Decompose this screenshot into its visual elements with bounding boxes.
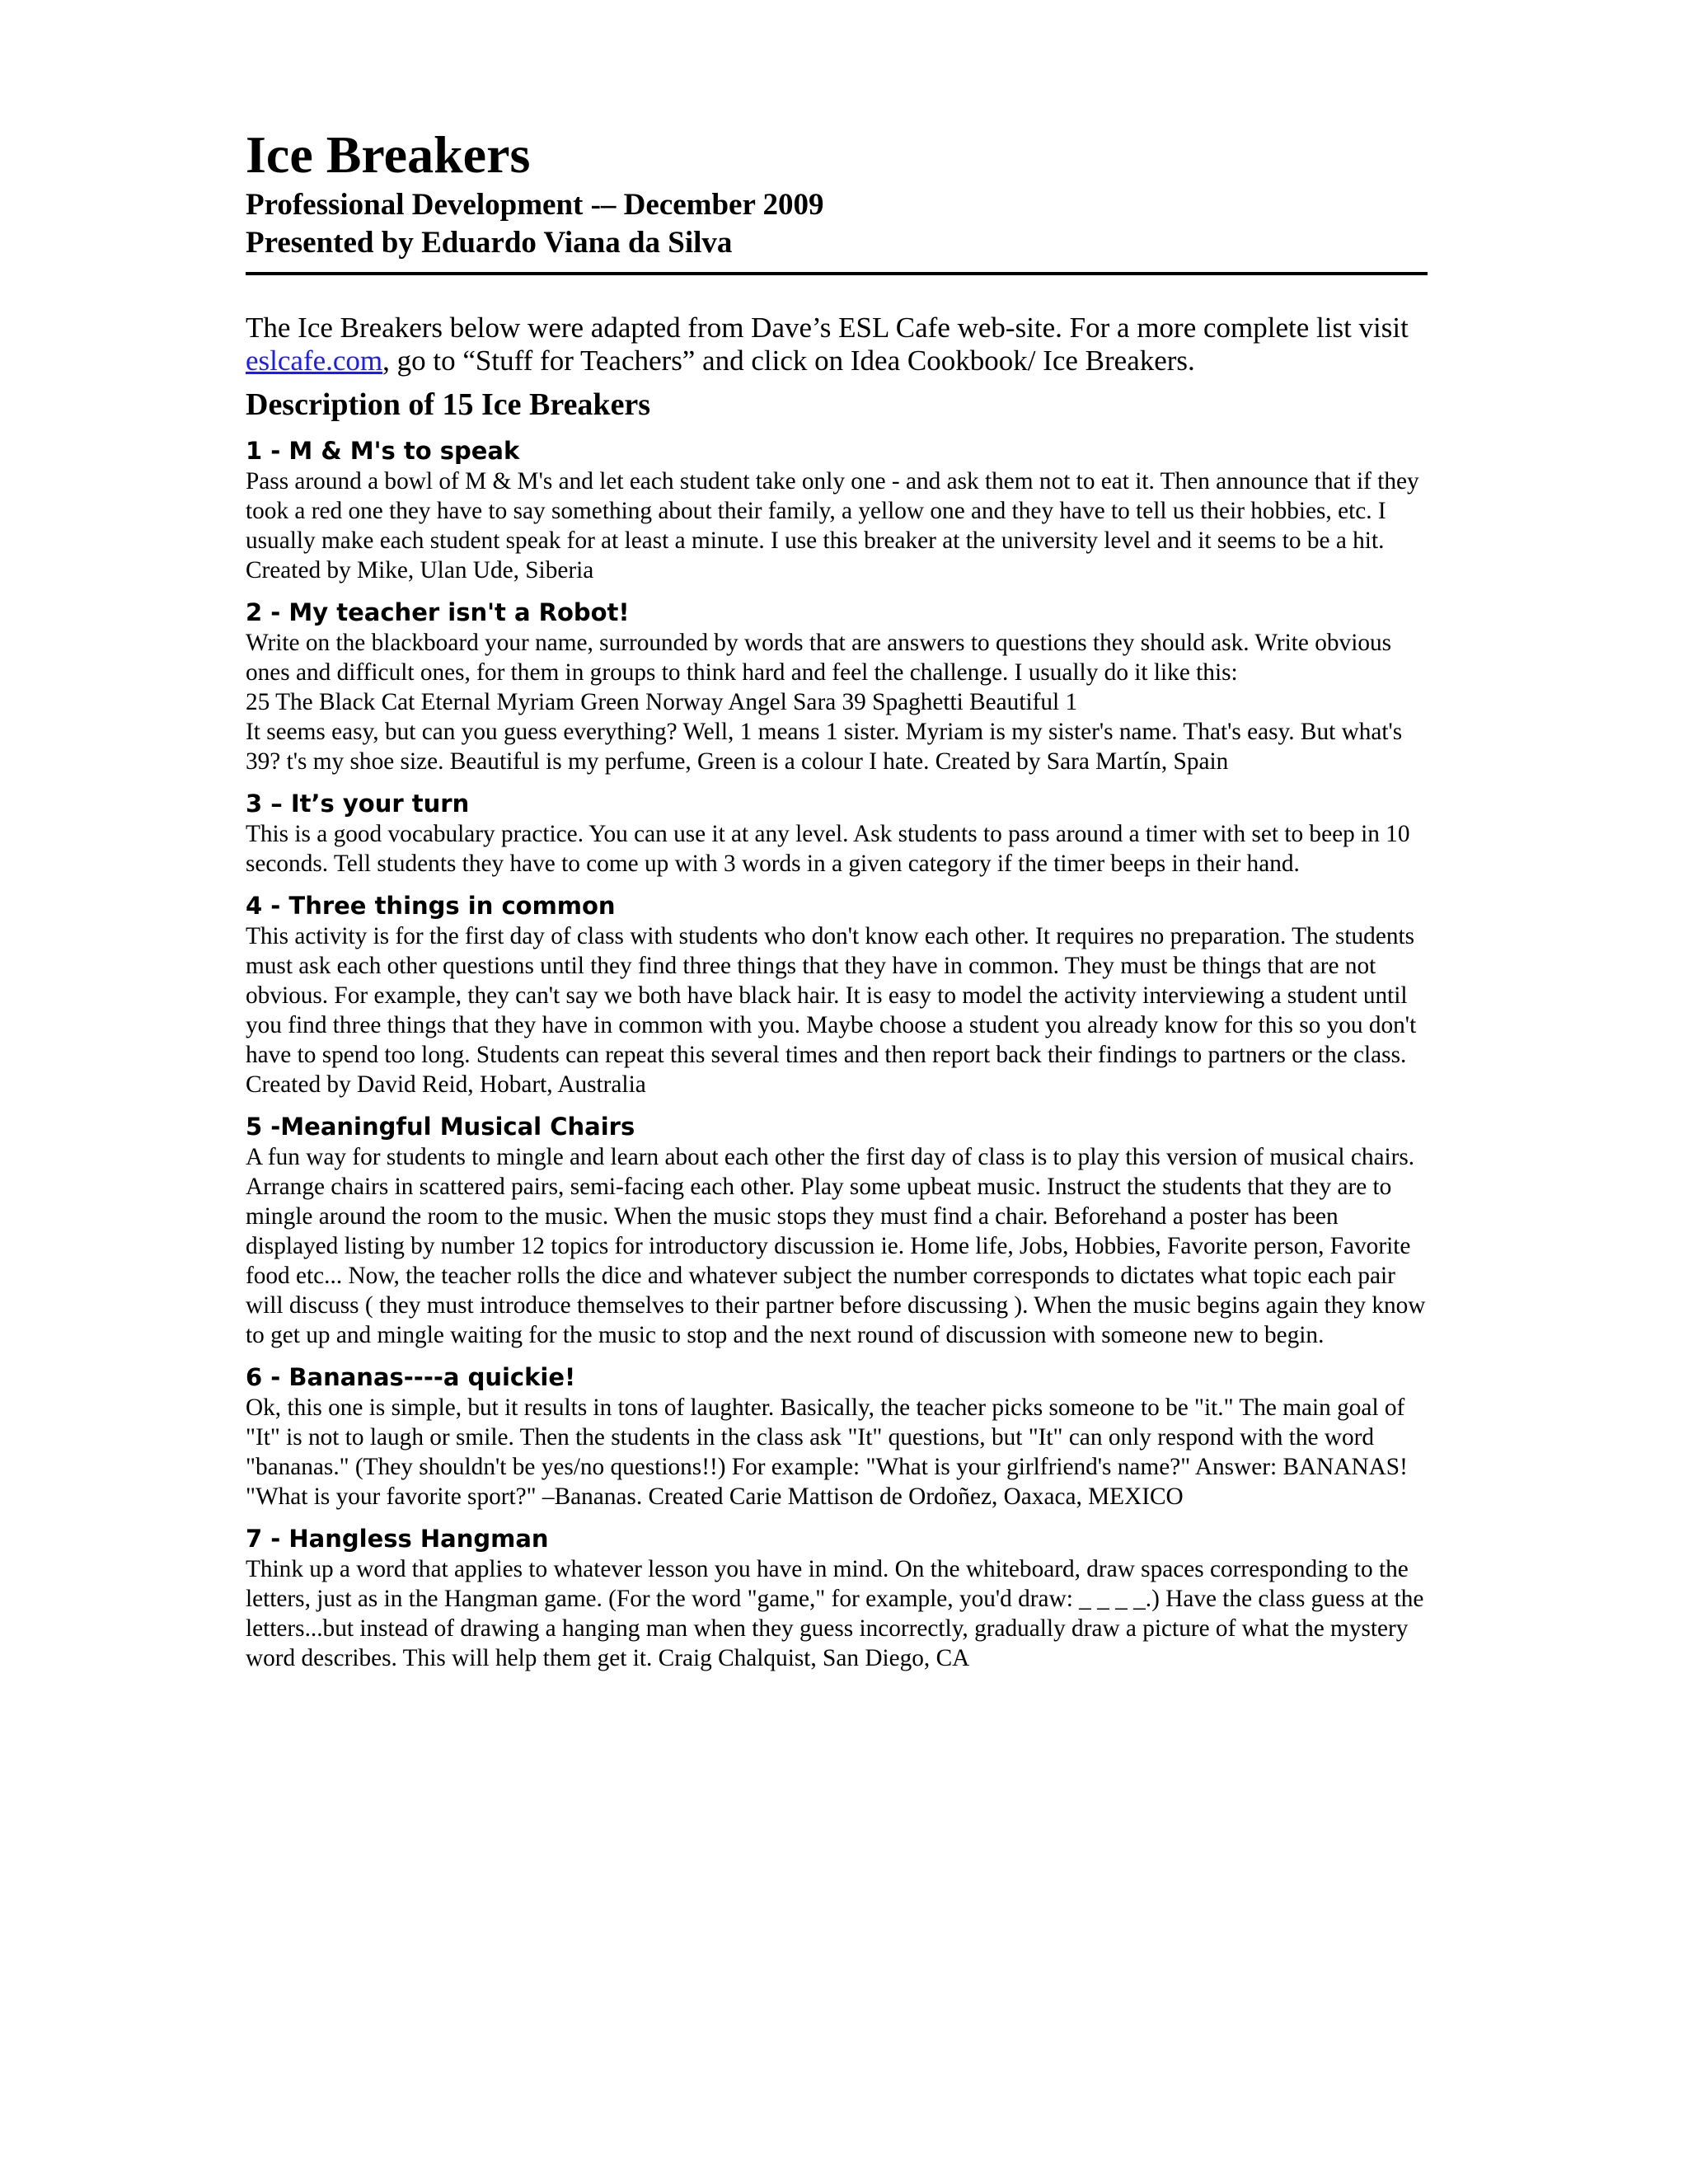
ice-breaker-heading: 6 - Bananas----a quickie! [246,1363,576,1391]
ice-breaker-list [246,435,1426,1673]
document-title: Ice Breakers [246,125,531,184]
ice-breaker-heading: 2 - My teacher isn't a Robot! [246,598,630,626]
ice-breaker-item [246,1361,1426,1511]
document-page [246,124,1426,1673]
ice-breaker-heading: 7 - Hangless Hangman [246,1525,549,1553]
description-paragraph: Write on the blackboard your name, surrounded by words that are answers to questions they should ask. Write obvious ones and difficult ones, for them in groups to think hard and feel the challenge. I usually do it like this: [246,630,1392,686]
ice-breaker-item [246,1523,1426,1673]
description-paragraph: Ok, this one is simple, but it results in tons of laughter. Basically, the teacher picks someone to be "it." The main goal of "It" is not to laugh or smile. Then the students in the class ask "It" questions, but "It" can only respond with the word "bananas." (They shouldn't be yes/no questions!!) For example: "What is your girlfriend's name?" Answer: BANANAS! [246,1394,1408,1480]
ice-breaker-description [246,1393,1426,1511]
description-paragraph: "What is your favorite sport?" –Bananas. Created Carie Mattison de Ordoñez, Oaxaca, MEXICO [246,1483,1184,1510]
ice-breaker-description [246,1554,1426,1673]
intro-paragraph [246,312,1426,377]
ice-breaker-description [246,921,1426,1099]
ice-breaker-heading: 1 - M & M's to speak [246,437,520,465]
description-paragraph: This activity is for the first day of class with students who don't know each other. It requires no preparation. The students must ask each other questions until they find three things that they have in common. They must be things that are not obvious. For example, they can't say we both have black hair. It is easy to model the activity interviewing a student until you find three things that they have in common with you. Maybe choose a student you already know for this so you don't have to spend too long. Students can repeat this several times and then report back their findings to partners or the class. Created by David Reid, Hobart, Australia [246,923,1417,1098]
ice-breaker-item [246,890,1426,1099]
intro-text-start: The Ice Breakers below were adapted from Dave’s ESL Cafe web-site. For a more complete list visit [246,312,1409,344]
ice-breaker-heading: 4 - Three things in common [246,892,616,920]
ice-breaker-item [246,435,1426,585]
description-paragraph: It seems easy, but can you guess everything? Well, 1 means 1 sister. Myriam is my sister's name. That's easy. But what's 39? t's my shoe size. Beautiful is my perfume, Green is a colour I hate. Created by Sara Martín, Spain [246,719,1403,775]
section-title: Description of 15 Ice Breakers [246,387,651,422]
ice-breaker-item [246,788,1426,879]
description-paragraph: A fun way for students to mingle and learn about each other the first day of class is to play this version of musical chairs. Arrange chairs in scattered pairs, semi-facing each other. Play some upbeat music. Instruct the students that they are to mingle around the room to the music. When the music stops they must find a chair. Beforehand a poster has been displayed listing by number 12 topics for introductory discussion ie. Home life, Jobs, Hobbies, Favorite person, Favorite food etc... Now, the teacher rolls the dice and whatever subject the number corresponds to dictates what topic each pair will discuss ( they must introduce themselves to their partner before discussing ). When the music begins again they know to get up and mingle waiting for the music to stop and the next round of discussion with someone new to begin. [246,1144,1426,1348]
description-paragraph: Pass around a bowl of M & M's and let each student take only one - and ask them not to eat it. Then announce that if they took a red one they have to say something about their family, a yellow one and they have to tell us their hobbies, etc. I usually make each student speak for at least a minute. I use this breaker at the university level and it seems to be a hit. Created by Mike, Ulan Ude, Siberia [246,468,1419,583]
document-presenter: Presented by Eduardo Viana da Silva [246,226,733,260]
ice-breaker-description [246,466,1426,585]
ice-breaker-description [246,628,1426,776]
description-paragraph: This is a good vocabulary practice. You can use it at any level. Ask students to pass around a timer with set to beep in 10 seconds. Tell students they have to come up with 3 words in a given category if the timer beeps in their hand. [246,821,1410,877]
document-subtitle: Professional Development -– December 2009 [246,188,824,222]
ice-breaker-description [246,819,1426,879]
eslcafe-link[interactable]: eslcafe.com [246,344,383,377]
description-paragraph: 25 The Black Cat Eternal Myriam Green Norway Angel Sara 39 Spaghetti Beautiful 1 [246,689,1078,715]
intro-text-end: , go to “Stuff for Teachers” and click on Idea Cookbook/ Ice Breakers. [382,344,1195,377]
ice-breaker-description [246,1142,1426,1350]
ice-breaker-item [246,1111,1426,1350]
ice-breaker-item [246,597,1426,776]
ice-breaker-heading: 5 -Meaningful Musical Chairs [246,1113,635,1141]
ice-breaker-heading: 3 – It’s your turn [246,790,470,818]
description-paragraph: Think up a word that applies to whatever lesson you have in mind. On the whiteboard, draw spaces corresponding to the letters, just as in the Hangman game. (For the word "game," for example, you'd draw: _ _ _ _.) Have the class guess at the letters...but instead of drawing a hanging man when they guess incorrectly, gradually draw a picture of what the mystery word describes. This will help them get it. Craig Chalquist, San Diego, CA [246,1556,1424,1671]
title-divider [246,272,1428,275]
